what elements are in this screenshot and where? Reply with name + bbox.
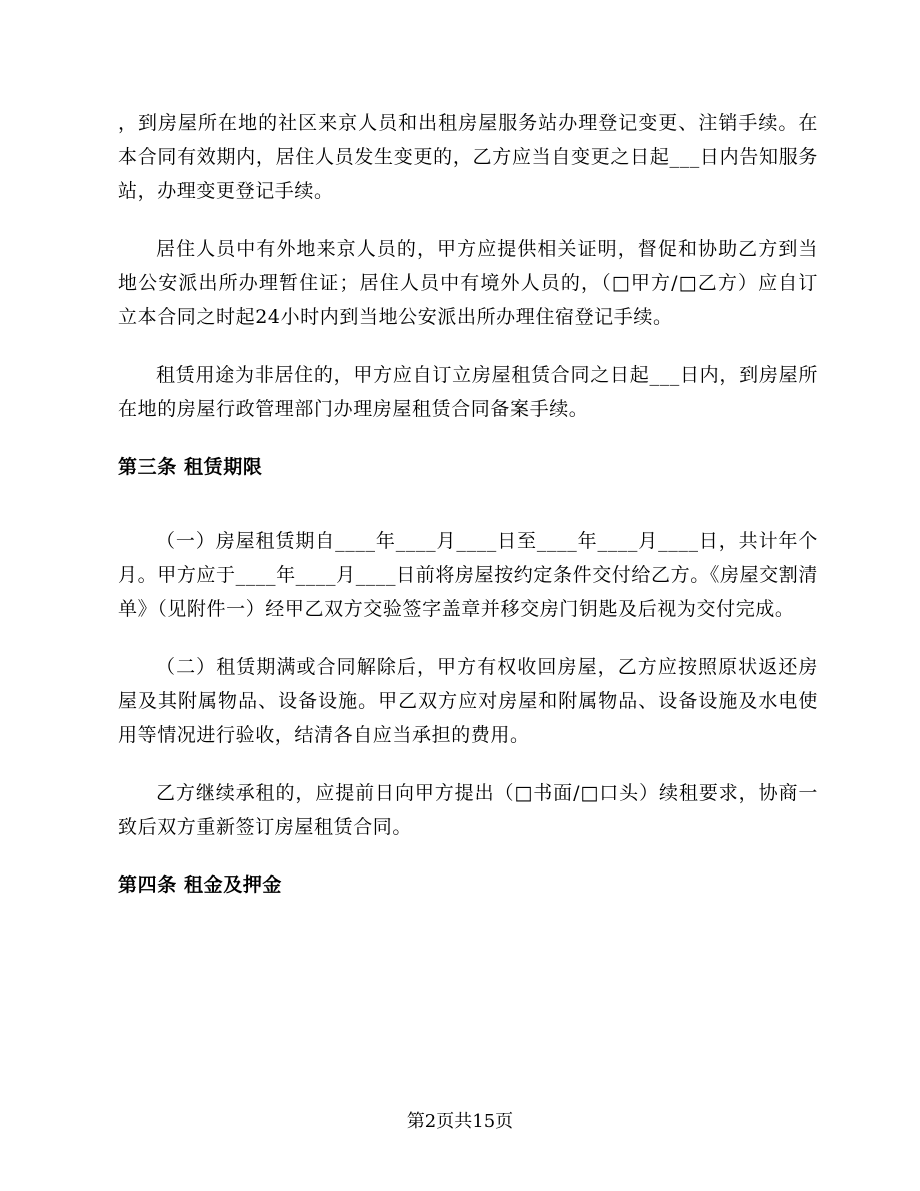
section-heading-lease-term: 第三条 租赁期限 <box>118 456 263 478</box>
paragraph-lease-expiry: （二）租赁期满或合同解除后，甲方有权收回房屋，乙方应按照原状返还房屋及其附属物品、设备设施。甲乙双方应对房屋和附属物品、设备设施及水电使用等情况进行验收，结清各自应当承担的费用。 <box>118 656 818 746</box>
page-number: 第2页共15页 <box>406 1111 514 1132</box>
paragraph-residents-registration: 居住人员中有外地来京人员的，甲方应提供相关证明，督促和协助乙方到当地公安派出所办理暂住证；居住人员中有境外人员的，（□甲方/□乙方）应自订立本合同之时起24小时内到当地公安派出所办理住宿登记手续。 <box>118 238 818 328</box>
paragraph-lease-period: （一）房屋租赁期自____年____月____日至____年____月____日，共计年个月。甲方应于____年____月____日前将房屋按约定条件交付给乙方。《房屋交割清单》（见附件一）经甲乙双方交验签字盖章并移交房门钥匙及后视为交付完成。 <box>118 530 818 620</box>
paragraph-registration-change: ，到房屋所在地的社区来京人员和出租房屋服务站办理登记变更、注销手续。在本合同有效期内，居住人员发生变更的，乙方应当自变更之日起___日内告知服务站，办理变更登记手续。 <box>118 112 818 202</box>
paragraph-lease-renewal: 乙方继续承租的，应提前日向甲方提出（□书面/□口头）续租要求，协商一致后双方重新签订房屋租赁合同。 <box>118 782 818 838</box>
document-body <box>118 106 818 942</box>
paragraph-non-residential-filing: 租赁用途为非居住的，甲方应自订立房屋租赁合同之日起___日内，到房屋所在地的房屋行政管理部门办理房屋租赁合同备案手续。 <box>118 364 818 420</box>
section-heading-rent-deposit: 第四条 租金及押金 <box>118 874 283 896</box>
